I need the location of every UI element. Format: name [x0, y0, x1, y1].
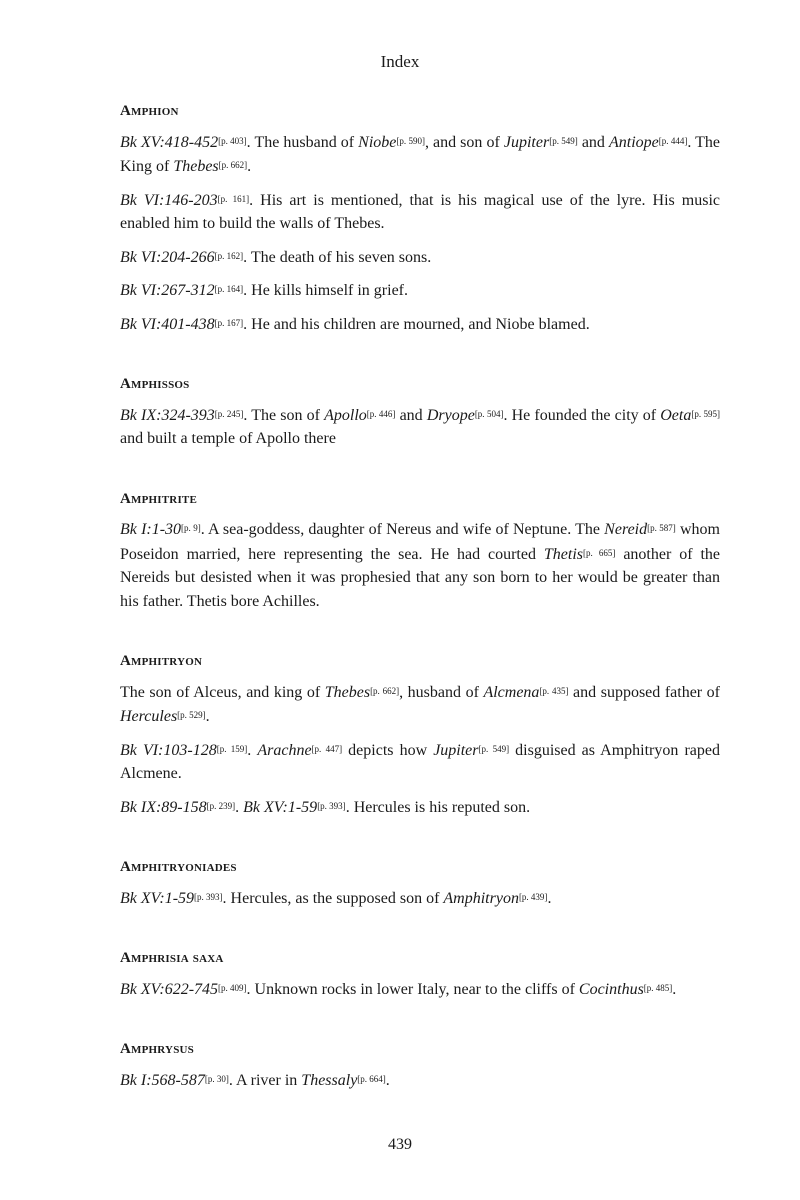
- cross-reference-name[interactable]: Niobe: [358, 133, 397, 151]
- entry-text: . He founded the city of: [503, 406, 661, 424]
- page-reference[interactable]: [p. 485]: [643, 982, 673, 993]
- page-reference[interactable]: [p. 665]: [583, 547, 616, 558]
- entry-paragraph: [120, 188, 720, 236]
- book-reference-link[interactable]: Bk VI:401-438: [120, 315, 215, 333]
- cross-reference-name[interactable]: Thebes: [324, 683, 371, 701]
- page-reference[interactable]: [p. 435]: [539, 685, 569, 696]
- entry-text: .: [547, 889, 552, 907]
- page-reference[interactable]: [p. 162]: [214, 250, 244, 261]
- entry-text: . Hercules is his reputed son.: [345, 798, 531, 816]
- page-reference[interactable]: [p. 439]: [518, 891, 548, 902]
- page-reference[interactable]: [p. 239]: [206, 800, 236, 811]
- entry-text: . The King of: [120, 133, 720, 175]
- entry-text: and built a temple of Apollo there: [120, 430, 336, 447]
- page-reference[interactable]: [p. 549]: [478, 743, 510, 754]
- entry-paragraph: [120, 977, 720, 1002]
- book-reference-link[interactable]: Bk XV:622-745: [120, 980, 219, 998]
- page-reference[interactable]: [p. 159]: [216, 743, 248, 754]
- page-reference[interactable]: [p. 161]: [217, 193, 250, 204]
- entry-paragraph: [120, 130, 720, 179]
- entry-text: and supposed father of: [568, 683, 721, 701]
- cross-reference-name[interactable]: Apollo: [324, 406, 367, 424]
- page-reference[interactable]: [p. 587]: [647, 523, 676, 533]
- entry-text: .: [385, 1071, 390, 1089]
- entry-paragraph: [120, 312, 720, 337]
- entry-text: . The death of his seven sons.: [243, 248, 432, 266]
- entry-heading: Amphrisia saxa: [120, 950, 224, 966]
- book-reference-link[interactable]: Bk IX:89-158: [120, 798, 207, 816]
- page-reference[interactable]: [p. 393]: [317, 800, 346, 811]
- entry-text: . A river in: [228, 1071, 302, 1089]
- entry-text: and: [577, 133, 609, 151]
- entry-heading: Amphitryon: [120, 653, 203, 669]
- page-reference[interactable]: [p. 167]: [214, 317, 244, 328]
- index-entry: [120, 856, 720, 910]
- index-entry: [120, 488, 720, 614]
- book-reference-link[interactable]: Bk VI:267-312: [120, 282, 215, 299]
- entry-text: . Unknown rocks in lower Italy, near to the cliffs of: [246, 980, 579, 998]
- page-reference[interactable]: [p. 446]: [366, 408, 396, 419]
- entry-text: .: [235, 798, 244, 816]
- entry-text: , husband of: [399, 683, 484, 701]
- page-reference[interactable]: [p. 164]: [214, 284, 244, 294]
- book-reference-link[interactable]: Bk XV:418-452: [120, 133, 219, 151]
- page-reference[interactable]: [p. 447]: [311, 743, 343, 754]
- page-reference[interactable]: [p. 549]: [549, 135, 578, 146]
- cross-reference-name[interactable]: Dryope: [426, 406, 475, 424]
- cross-reference-name[interactable]: Arachne: [257, 741, 312, 759]
- entry-text: .: [205, 708, 210, 725]
- entry-paragraph: [120, 886, 720, 911]
- entry-paragraph: [120, 738, 720, 786]
- page-reference[interactable]: [p. 403]: [218, 135, 247, 146]
- cross-reference-name[interactable]: Alcmena: [483, 683, 540, 701]
- page-reference[interactable]: [p. 664]: [357, 1073, 386, 1084]
- entry-paragraph: [120, 245, 720, 270]
- page-reference[interactable]: [p. 662]: [370, 685, 400, 696]
- entry-text: .: [672, 980, 677, 998]
- entry-text: The son of Alceus, and king of: [120, 683, 325, 701]
- entry-text: . The son of: [243, 406, 325, 424]
- running-head: Index: [380, 52, 420, 71]
- entry-text: and: [395, 406, 427, 424]
- index-entry: [120, 650, 720, 819]
- page-reference[interactable]: [p. 393]: [194, 891, 223, 902]
- entry-paragraph: [120, 403, 720, 451]
- page-reference[interactable]: [p. 590]: [396, 135, 425, 146]
- cross-reference-name[interactable]: Amphitryon: [443, 889, 519, 907]
- entry-heading: Amphrysus: [120, 1041, 194, 1057]
- cross-reference-name[interactable]: Oeta: [660, 406, 692, 424]
- entry-text: . Hercules, as the supposed son of: [222, 889, 444, 907]
- page-reference[interactable]: [p. 9]: [181, 523, 201, 533]
- page-reference[interactable]: [p. 30]: [204, 1073, 229, 1084]
- entry-text: . His art is mentioned, that is his magical use of the lyre. His music enabled him to build the walls of Thebes.: [120, 191, 720, 232]
- cross-reference-name[interactable]: Cocinthus: [578, 980, 644, 998]
- entry-text: whom Poseidon married, here representing the sea. He had courted: [120, 521, 720, 563]
- entry-text: . The husband of: [246, 133, 359, 151]
- page-reference[interactable]: [p. 444]: [658, 135, 688, 146]
- entry-text: . He kills himself in grief.: [243, 282, 408, 299]
- entry-paragraph: [120, 1068, 720, 1093]
- page-reference[interactable]: [p. 595]: [691, 408, 720, 419]
- cross-reference-name[interactable]: Jupiter: [503, 133, 550, 151]
- index-entry: [120, 100, 720, 336]
- index-entry: [120, 373, 720, 451]
- entry-text: disguised as Amphitryon raped Alcmene.: [120, 741, 720, 782]
- cross-reference-name[interactable]: Jupiter: [433, 741, 479, 759]
- entry-text: . He and his children are mourned, and Niobe blamed.: [243, 315, 590, 333]
- book-reference-link[interactable]: Bk I:1-30: [120, 521, 182, 538]
- entry-paragraph: [120, 795, 720, 820]
- book-reference-link[interactable]: Bk VI:103-128: [120, 741, 217, 759]
- cross-reference-name[interactable]: Antiope: [609, 133, 659, 151]
- book-reference-link[interactable]: Bk IX:324-393: [120, 406, 215, 424]
- page-reference[interactable]: [p. 504]: [474, 408, 504, 419]
- page-reference[interactable]: [p. 245]: [214, 408, 244, 419]
- entry-heading: Amphitrite: [120, 490, 198, 507]
- book-reference-link[interactable]: Bk XV:1-59: [243, 798, 318, 816]
- cross-reference-name[interactable]: Thessaly: [301, 1071, 358, 1089]
- entry-paragraph: [120, 278, 720, 303]
- cross-reference-name[interactable]: Thetis: [543, 545, 584, 563]
- entry-paragraph: [120, 517, 720, 613]
- entry-text: . A sea-goddess, daughter of Nereus and wife of Neptune. The: [200, 521, 605, 538]
- entry-paragraph: [120, 680, 720, 729]
- entry-text: .: [247, 741, 258, 759]
- cross-reference-name[interactable]: Nereid: [604, 521, 648, 538]
- page-reference[interactable]: [p. 662]: [218, 160, 248, 170]
- page-reference[interactable]: [p. 529]: [177, 710, 206, 720]
- index-entry: [120, 1038, 720, 1092]
- index-entries: [120, 100, 720, 1129]
- entry-heading: Amphion: [120, 103, 179, 119]
- book-reference-link[interactable]: Bk VI:204-266: [120, 248, 215, 266]
- page-reference[interactable]: [p. 409]: [218, 982, 247, 993]
- book-reference-link[interactable]: Bk VI:146-203: [120, 191, 218, 209]
- entry-heading: Amphissos: [120, 376, 190, 392]
- entry-text: depicts how: [342, 741, 434, 759]
- entry-text: .: [247, 158, 252, 175]
- entry-text: , and son of: [424, 133, 504, 151]
- cross-reference-name[interactable]: Hercules: [120, 708, 178, 725]
- index-entry: [120, 947, 720, 1001]
- cross-reference-name[interactable]: Thebes: [173, 158, 219, 175]
- page-number: 439: [388, 1136, 412, 1153]
- book-reference-link[interactable]: Bk XV:1-59: [120, 889, 195, 907]
- entry-heading: Amphitryoniades: [120, 859, 237, 875]
- book-reference-link[interactable]: Bk I:568-587: [120, 1071, 205, 1089]
- entry-text: another of the Nereids but desisted when it was prophesied that any son born to her would be greater than his father. Thetis bore Achilles.: [120, 545, 720, 610]
